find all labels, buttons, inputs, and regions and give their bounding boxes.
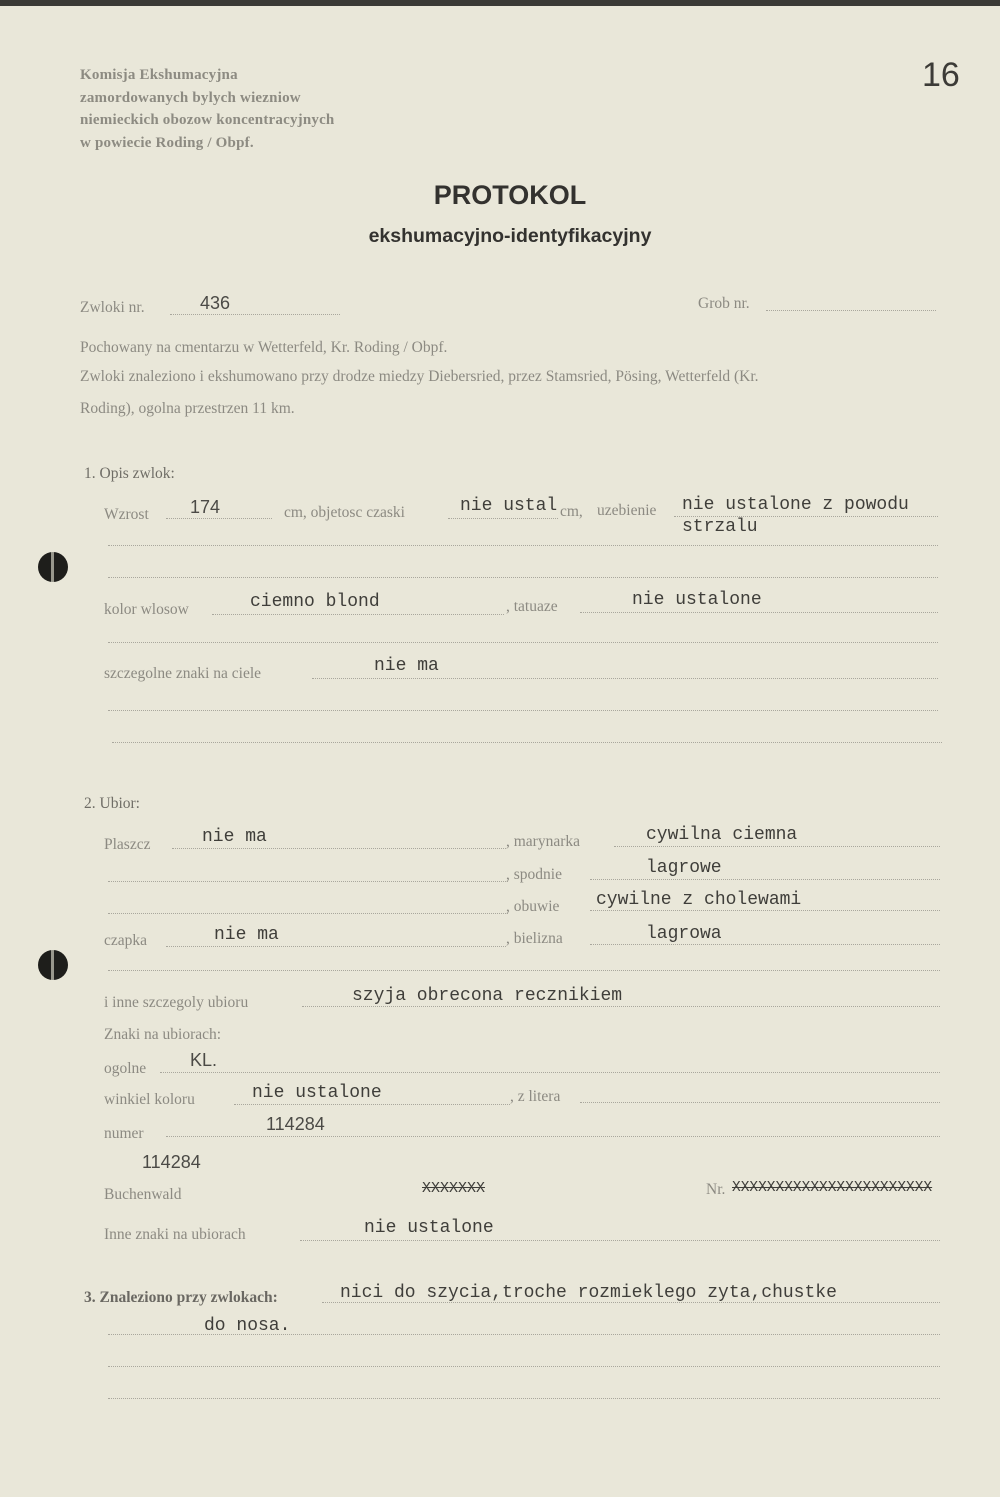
other-clothing-label: i inne szczegoly ubioru	[104, 994, 249, 1011]
teeth-value-2: strzalu	[682, 517, 758, 537]
number-value: 114284	[266, 1114, 325, 1134]
triangle-color-value: nie ustalone	[252, 1083, 382, 1103]
trousers-line	[590, 879, 940, 880]
buchenwald-crossed-out: XXXXXXX	[422, 1180, 486, 1197]
body-marks-line	[312, 678, 938, 679]
nr-crossed-out: XXXXXXXXXXXXXXXXXXXXXXX	[732, 1180, 933, 1196]
teeth-label: uzebienie	[597, 502, 657, 519]
other-marks-value: nie ustalone	[364, 1218, 494, 1238]
body-marks-value: nie ma	[374, 656, 439, 676]
corpse-number-value: 436	[200, 293, 231, 313]
grave-number-label: Grob nr.	[698, 295, 750, 312]
found-items-line-1: nici do szycia,troche rozmieklego zyta,chustke	[340, 1283, 837, 1303]
burial-text: Pochowany na cmentarzu w Wetterfeld, Kr. Roding / Obpf.	[80, 339, 448, 356]
number-line	[166, 1136, 940, 1137]
coat-label: Plaszcz	[104, 836, 151, 853]
height-line	[166, 518, 272, 519]
section-3-line-4	[108, 1398, 940, 1399]
punch-hole	[38, 950, 68, 980]
header-line-1: Komisja Ekshumacyjna	[80, 67, 238, 83]
underwear-value: lagrowa	[646, 924, 722, 944]
shoes-line	[590, 910, 940, 911]
tattoo-label: , tatuaze	[506, 598, 558, 615]
number-label: numer	[104, 1125, 144, 1142]
coat-line-3	[108, 913, 508, 914]
tattoo-line	[580, 612, 938, 613]
header-line-3: niemieckich obozow koncentracyjnych	[80, 112, 335, 128]
tattoo-value: nie ustalone	[632, 590, 762, 610]
letter-line	[580, 1102, 940, 1103]
body-marks-label: szczegolne znaki na ciele	[104, 665, 262, 682]
corpse-number-line	[170, 314, 340, 315]
page-number: 16	[922, 56, 960, 94]
section-1-line-4	[108, 710, 938, 711]
clothing-marks-heading: Znaki na ubiorach:	[104, 1026, 222, 1043]
document-subtitle: ekshumacyjno-identyfikacyjny	[368, 225, 652, 247]
jacket-line	[614, 846, 940, 847]
section-1-line-1	[108, 545, 938, 546]
other-clothing-value: szyja obrecona recznikiem	[352, 986, 623, 1006]
header-line-4: w powiecie Roding / Obpf.	[80, 135, 254, 151]
header-line-2: zamordowanych bylych wiezniow	[80, 90, 301, 106]
section-1-heading: 1. Opis zwlok:	[84, 465, 175, 482]
grave-number-line	[766, 310, 936, 311]
other-clothing-line	[302, 1006, 940, 1007]
number-value-handwritten: 114284	[142, 1152, 201, 1172]
underwear-label: , bielizna	[506, 930, 563, 947]
section-3-heading: 3. Znaleziono przy zwlokach:	[84, 1289, 278, 1306]
section-1-line-2	[108, 577, 938, 578]
height-value: 174	[190, 497, 221, 517]
document-title: PROTOKOL	[433, 180, 587, 210]
shoes-label: , obuwie	[506, 898, 560, 915]
scan-top-edge	[0, 0, 1000, 6]
coat-value: nie ma	[202, 827, 267, 847]
shoes-value: cywilne z cholewami	[596, 890, 802, 910]
general-marks-value: KL.	[190, 1050, 218, 1070]
found-text-line-1: Zwloki znaleziono i ekshumowano przy drodze miedzy Diebersried, przez Stamsried, Pösing, Wetterfeld (Kr.	[80, 368, 759, 385]
trousers-label: , spodnie	[506, 866, 562, 883]
coat-line	[172, 848, 506, 849]
coat-line-2	[108, 881, 508, 882]
hair-line	[212, 614, 504, 615]
letter-label: , z litera	[510, 1088, 561, 1105]
height-label: Wzrost	[104, 506, 149, 523]
section-1-line-3	[108, 642, 938, 643]
cap-value: nie ma	[214, 925, 279, 945]
other-marks-label: Inne znaki na ubiorach	[104, 1226, 246, 1243]
skull-value: nie ustal	[460, 496, 558, 516]
section-2-line-1	[108, 970, 940, 971]
jacket-label: , marynarka	[506, 833, 581, 850]
general-marks-label: ogolne	[104, 1060, 147, 1077]
section-3-line-3	[108, 1366, 940, 1367]
hair-label: kolor wlosow	[104, 601, 189, 618]
section-2-heading: 2. Ubior:	[84, 795, 140, 812]
skull-line	[448, 518, 558, 519]
nr-label: Nr.	[706, 1181, 726, 1198]
cap-label: czapka	[104, 932, 148, 949]
other-marks-line	[300, 1240, 940, 1241]
trousers-value: lagrowe	[646, 858, 722, 878]
jacket-value: cywilna ciemna	[646, 825, 798, 845]
hair-value: ciemno blond	[250, 592, 380, 612]
skull-unit-label: cm,	[560, 503, 583, 520]
triangle-color-label: winkiel koloru	[104, 1091, 195, 1108]
found-text-line-2: Roding), ogolna przestrzen 11 km.	[80, 400, 295, 417]
section-1-line-5	[112, 742, 942, 743]
punch-hole	[38, 552, 68, 582]
corpse-number-label: Zwloki nr.	[80, 299, 145, 316]
cap-line	[166, 946, 506, 947]
teeth-value-1: nie ustalone z powodu	[682, 495, 909, 515]
skull-label: cm, objetosc czaski	[284, 504, 405, 521]
underwear-line	[590, 944, 940, 945]
general-marks-line	[160, 1072, 940, 1073]
triangle-color-line	[234, 1104, 510, 1105]
buchenwald-label: Buchenwald	[104, 1186, 182, 1203]
found-items-line-2: do nosa.	[204, 1316, 291, 1336]
